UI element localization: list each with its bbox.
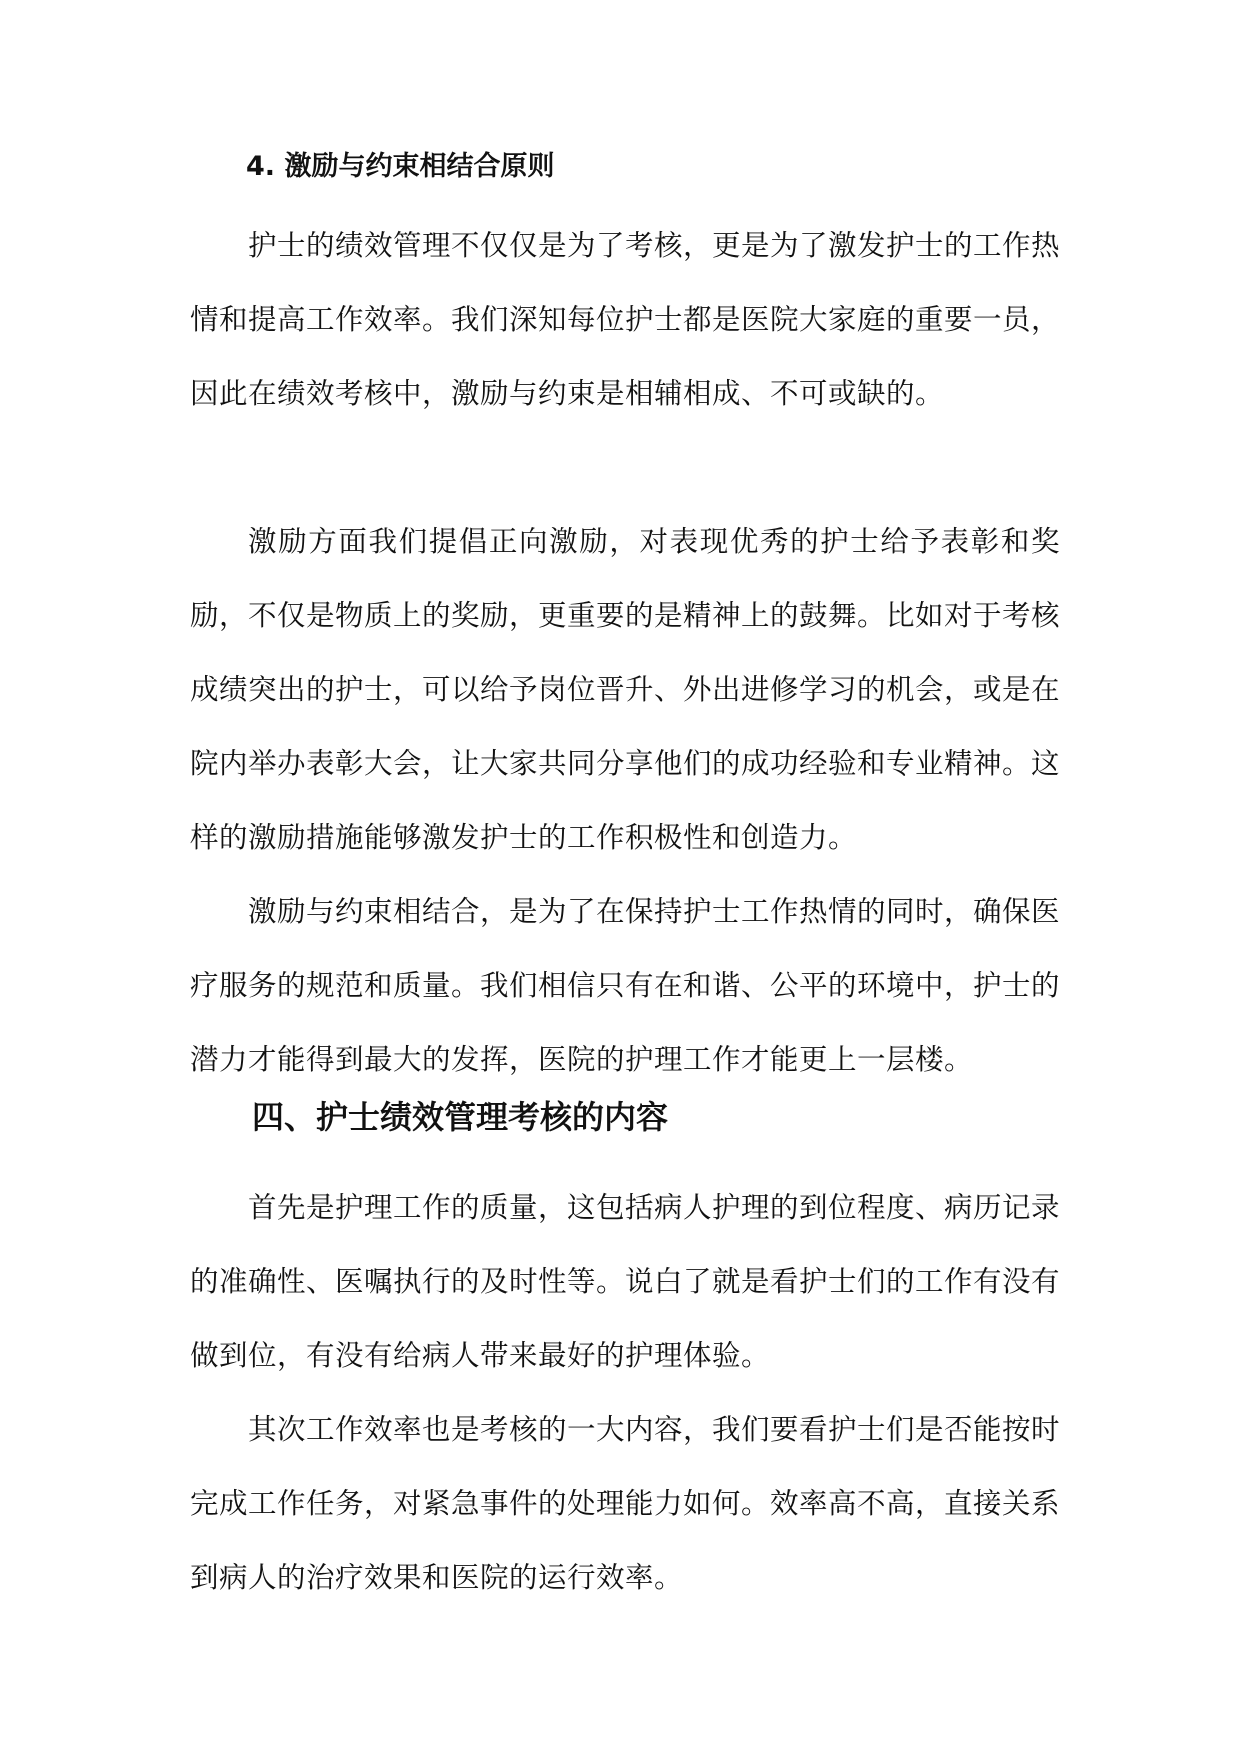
paragraph: 首先是护理工作的质量，这包括病人护理的到位程度、病历记录的准确性、医嘱执行的及时性等。说白了就是看护士们的工作有没有做到位，有没有给病人带来最好的护理体验。 [190, 1191, 1061, 1372]
paragraph: 其次工作效率也是考核的一大内容，我们要看护士们是否能按时完成工作任务，对紧急事件的处理能力如何。效率高不高，直接关系到病人的治疗效果和医院的运行效率。 [190, 1413, 1061, 1594]
paragraph: 激励与约束相结合，是为了在保持护士工作热情的同时，确保医疗服务的规范和质量。我们相信只有在和谐、公平的环境中，护士的潜力才能得到最大的发挥，医院的护理工作才能更上一层楼。 [190, 895, 1061, 1076]
paragraph: 激励方面我们提倡正向激励，对表现优秀的护士给予表彰和奖励，不仅是物质上的奖励，更重要的是精神上的鼓舞。比如对于考核成绩突出的护士，可以给予岗位晋升、外出进修学习的机会，或是在院内举办表彰大会，让大家共同分享他们的成功经验和专业精神。这样的激励措施能够激发护士的工作积极性和创造力。 [190, 525, 1061, 854]
chapter-heading-4: 四、护士绩效管理考核的内容 [252, 1098, 669, 1136]
section-heading-4: 4. 激励与约束相结合原则 [246, 151, 555, 182]
paragraph: 护士的绩效管理不仅仅是为了考核，更是为了激发护士的工作热情和提高工作效率。我们深知每位护士都是医院大家庭的重要一员，因此在绩效考核中，激励与约束是相辅相成、不可或缺的。 [190, 229, 1061, 410]
